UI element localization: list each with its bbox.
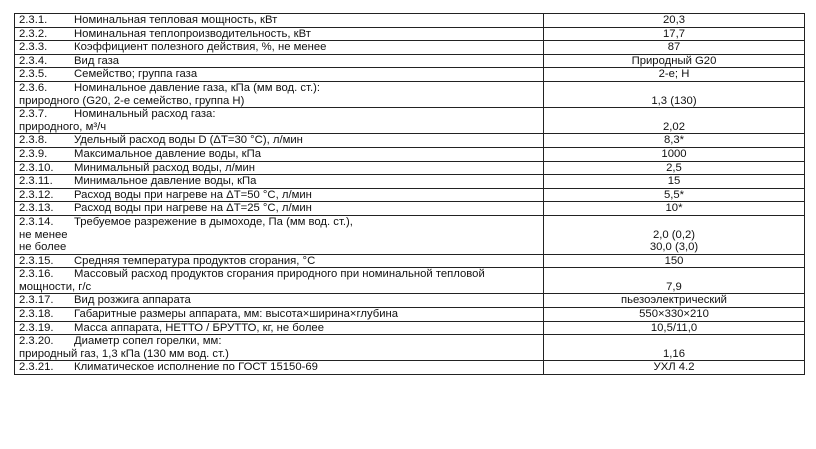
param-cell [15, 161, 544, 175]
param-value: 5,5* [663, 188, 685, 201]
param-value: 30,0 (3,0) [649, 241, 699, 254]
param-number: 2.3.5. [19, 68, 48, 81]
param-line [19, 268, 539, 281]
param-label: Диаметр сопел горелки, мм: [74, 335, 222, 348]
param-value: 1000 [661, 147, 687, 160]
param-label-continued: природный газ, 1,3 кПа (130 мм вод. ст.) [19, 347, 229, 360]
table-row [15, 161, 805, 175]
param-value: 2,02 [663, 120, 685, 133]
param-number: 2.3.4. [19, 54, 48, 67]
specs-table-container [14, 13, 804, 375]
param-label: Масса аппарата, НЕТТО / БРУТТО, кг, не более [74, 321, 324, 334]
param-value: 20,3 [663, 14, 685, 26]
param-label: Семейство; группа газа [74, 68, 198, 81]
param-line [19, 361, 539, 374]
param-cell [15, 294, 544, 308]
param-value: 150 [664, 254, 684, 267]
param-line [19, 134, 539, 147]
param-value: 8,3* [663, 134, 685, 147]
param-label-continued: мощности, г/с [19, 280, 92, 293]
param-line [19, 148, 539, 161]
param-line [19, 335, 539, 348]
value-cell [544, 81, 805, 107]
param-label: Номинальный расход газа: [74, 108, 216, 121]
param-label: Максимальное давление воды, кПа [74, 147, 262, 160]
table-row [15, 54, 805, 68]
param-label-continued: природного (G20, 2-е семейство, группа Н) [19, 94, 245, 107]
param-line [19, 294, 539, 307]
param-line [19, 255, 539, 268]
value-cell [544, 27, 805, 41]
param-number: 2.3.7. [19, 108, 48, 121]
value-cell [544, 134, 805, 148]
param-number: 2.3.20. [19, 335, 54, 348]
param-value: 15 [667, 175, 681, 188]
param-number: 2.3.1. [19, 14, 48, 26]
param-label-continued: не более [19, 241, 67, 254]
param-cell [15, 68, 544, 82]
param-number: 2.3.12. [19, 188, 54, 201]
value-cell [544, 268, 805, 294]
param-line [19, 175, 539, 188]
value-cell [544, 161, 805, 175]
param-label: Минимальный расход воды, л/мин [74, 161, 256, 174]
param-value: 2,5 [666, 161, 682, 174]
table-row [15, 175, 805, 189]
param-cell [15, 81, 544, 107]
param-cell [15, 134, 544, 148]
param-number: 2.3.2. [19, 27, 48, 40]
table-row [15, 361, 805, 375]
param-number: 2.3.8. [19, 134, 48, 147]
param-number: 2.3.13. [19, 202, 54, 215]
table-row [15, 294, 805, 308]
param-value: 550×330×210 [639, 308, 709, 321]
param-value: Природный G20 [631, 54, 717, 67]
table-row [15, 41, 805, 55]
param-label: Расход воды при нагреве на ΔТ=50 °С, л/мин [74, 188, 312, 201]
param-line [19, 308, 539, 321]
param-cell [15, 188, 544, 202]
table-row [15, 321, 805, 335]
param-label: Массовый расход продуктов сгорания природного при номинальной тепловой [74, 268, 485, 281]
param-cell [15, 202, 544, 216]
param-line [19, 82, 539, 95]
param-label: Расход воды при нагреве на ΔТ=25 °С, л/мин [74, 202, 312, 215]
param-line [19, 28, 539, 41]
param-value: 10* [665, 202, 683, 215]
value-cell [544, 188, 805, 202]
value-cell [544, 335, 805, 361]
value-cell [544, 54, 805, 68]
param-label: Минимальное давление воды, кПа [74, 175, 257, 188]
value-cell [544, 108, 805, 134]
param-label: Климатическое исполнение по ГОСТ 15150-69 [74, 361, 318, 374]
value-cell [544, 175, 805, 189]
param-number: 2.3.18. [19, 308, 54, 321]
param-cell [15, 268, 544, 294]
param-number: 2.3.9. [19, 147, 48, 160]
table-row [15, 202, 805, 216]
param-cell [15, 27, 544, 41]
param-number: 2.3.10. [19, 161, 54, 174]
param-label: Вид розжига аппарата [74, 294, 191, 307]
param-cell [15, 147, 544, 161]
param-line [19, 14, 539, 27]
table-row [15, 268, 805, 294]
param-line [19, 189, 539, 202]
table-row [15, 68, 805, 82]
table-row [15, 335, 805, 361]
param-label: Габаритные размеры аппарата, мм: высота×ширина×глубина [74, 308, 399, 321]
table-row [15, 215, 805, 254]
param-line [19, 322, 539, 335]
param-label: Требуемое разрежение в дымоходе, Па (мм вод. ст.), [74, 215, 353, 228]
table-row [15, 147, 805, 161]
param-value: 2-е; Н [658, 68, 690, 81]
table-row [15, 14, 805, 28]
param-number: 2.3.11. [19, 175, 53, 188]
param-cell [15, 215, 544, 254]
value-cell [544, 68, 805, 82]
table-row [15, 134, 805, 148]
param-line [19, 41, 539, 54]
param-value: УХЛ 4.2 [653, 361, 695, 374]
param-number: 2.3.3. [19, 41, 48, 54]
value-cell [544, 321, 805, 335]
value-cell [544, 254, 805, 268]
table-row [15, 254, 805, 268]
param-number: 2.3.19. [19, 321, 54, 334]
value-cell [544, 294, 805, 308]
param-cell [15, 54, 544, 68]
param-line [19, 162, 539, 175]
param-line [19, 55, 539, 68]
param-label: Удельный расход воды D (ΔТ=30 °С), л/мин [74, 134, 303, 147]
value-cell [544, 41, 805, 55]
param-value: 2,0 (0,2) [652, 228, 696, 241]
param-line [19, 68, 539, 81]
table-row [15, 188, 805, 202]
param-cell [15, 175, 544, 189]
param-line [19, 216, 539, 229]
value-cell [544, 202, 805, 216]
param-line [19, 202, 539, 215]
param-value: 1,16 [663, 347, 685, 360]
param-cell [15, 308, 544, 322]
param-value: 10,5/11,0 [650, 321, 698, 334]
param-number: 2.3.14. [19, 215, 54, 228]
param-label: Номинальная теплопроизводительность, кВт [74, 27, 311, 40]
param-label-continued: природного, м³/ч [19, 120, 107, 133]
param-cell [15, 361, 544, 375]
table-row [15, 27, 805, 41]
param-number: 2.3.21. [19, 361, 54, 374]
param-label-continued: не менее [19, 228, 68, 241]
param-label: Вид газа [74, 54, 120, 67]
table-row [15, 81, 805, 107]
param-cell [15, 321, 544, 335]
value-cell [544, 361, 805, 375]
value-cell [544, 14, 805, 28]
param-cell [15, 108, 544, 134]
param-number: 2.3.6. [19, 81, 48, 94]
param-value: 7,9 [666, 280, 682, 293]
param-label: Средняя температура продуктов сгорания, °С [74, 254, 316, 267]
param-number: 2.3.17. [19, 294, 54, 307]
param-label: Номинальное давление газа, кПа (мм вод. ст.): [74, 81, 320, 94]
param-value: 87 [667, 41, 681, 54]
param-value: 17,7 [663, 27, 685, 40]
specs-table [14, 13, 805, 375]
value-cell [544, 215, 805, 254]
table-row [15, 308, 805, 322]
specs-table-body [15, 14, 805, 375]
param-value: пьезоэлектрический [621, 294, 727, 307]
param-cell [15, 14, 544, 28]
param-line [19, 108, 539, 121]
table-row [15, 108, 805, 134]
param-value: 1,3 (130) [651, 94, 697, 107]
param-label: Номинальная тепловая мощность, кВт [74, 14, 278, 26]
param-label: Коэффициент полезного действия, %, не менее [74, 41, 327, 54]
param-number: 2.3.15. [19, 254, 54, 267]
param-cell [15, 254, 544, 268]
param-number: 2.3.16. [19, 268, 54, 281]
param-cell [15, 335, 544, 361]
value-cell [544, 308, 805, 322]
param-cell [15, 41, 544, 55]
value-cell [544, 147, 805, 161]
